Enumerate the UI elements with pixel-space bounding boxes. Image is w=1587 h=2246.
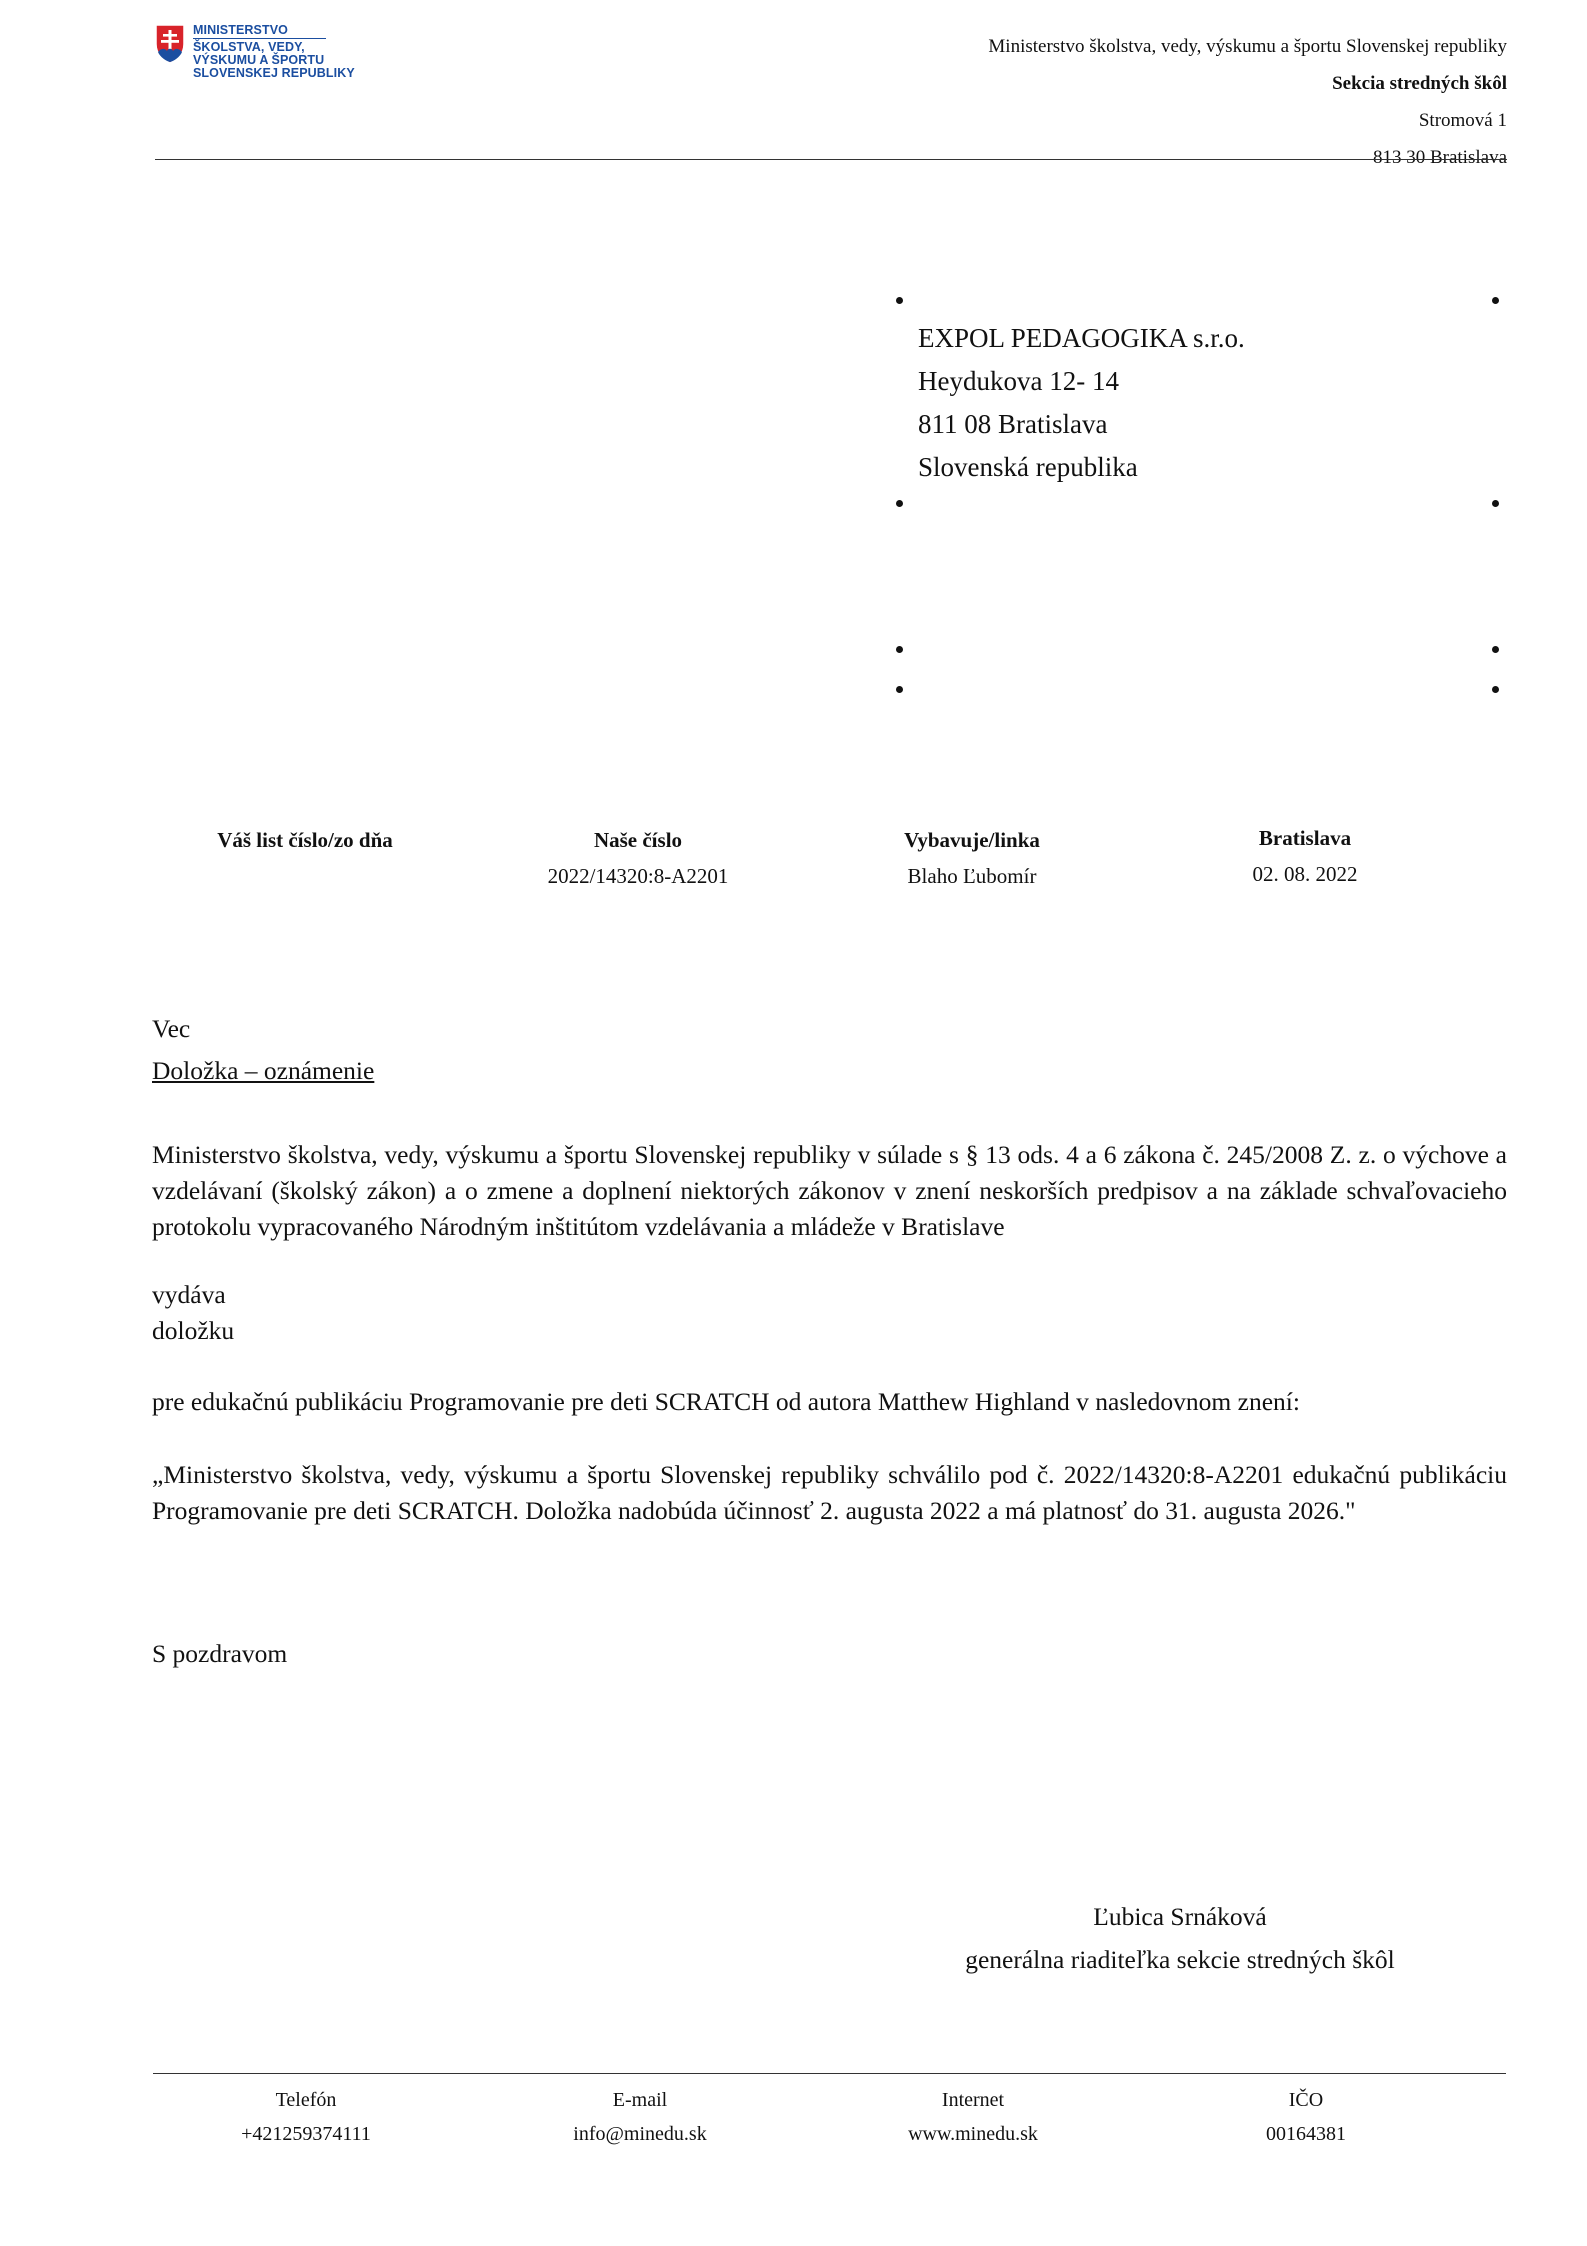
recipient-street: Heydukova 12- 14 xyxy=(918,366,1119,396)
logo-line-2: ŠKOLSTVA, VEDY, xyxy=(193,40,305,54)
vec-label: Vec xyxy=(152,1014,191,1043)
header-divider xyxy=(155,159,1507,160)
footer-ico-value: 00164381 xyxy=(1266,2123,1346,2145)
address-mark-tl xyxy=(896,297,903,304)
ref-our-number-label: Naše číslo xyxy=(593,828,683,852)
clause-word: doložku xyxy=(152,1316,235,1345)
address-mark-bl2 xyxy=(896,686,903,693)
ref-handler xyxy=(822,822,1122,894)
footer-web-value: www.minedu.sk xyxy=(908,2123,1038,2145)
footer-web-label: Internet xyxy=(941,2089,1005,2111)
address-mark-mr xyxy=(1492,500,1499,507)
intro-paragraph: Ministerstvo školstva, vedy, výskumu a športu Slovenskej republiky v súlade s § 13 ods. 4 a 6 zákona č. 245/2008 Z. z. o výchove a vzdelávaní (školský zákon) a o zmene a doplnení niektorých zákonov v znení neskorších predpisov a na základe schvaľovacieho protokolu vypracovaného Národným inštitútom vzdelávania a mládeže v Bratislave xyxy=(152,1140,1507,1241)
footer-ico xyxy=(1156,2083,1456,2151)
clause-quote: „Ministerstvo školstva, vedy, výskumu a športu Slovenskej republiky schválilo pod č. 2022/14320:8-A2201 edukačnú publikáciu Programovanie pre deti SCRATCH. Doložka nadobúda účinnosť 2. augusta 2022 a má platnosť do 31. augusta 2026." xyxy=(152,1460,1507,1525)
ref-our-number xyxy=(488,822,788,894)
publication-paragraph: pre edukačnú publikáciu Programovanie pre deti SCRATCH od autora Matthew Highland v nasledovnom znení: xyxy=(152,1387,1300,1416)
issues-word: vydáva xyxy=(152,1280,226,1309)
greeting: S pozdravom xyxy=(152,1639,288,1668)
subject-block xyxy=(152,1011,1507,1089)
ref-date xyxy=(1155,820,1455,892)
recipient-address xyxy=(918,317,1245,489)
slovak-coat-of-arms-icon xyxy=(155,24,185,64)
recipient-name: EXPOL PEDAGOGIKA s.r.o. xyxy=(918,323,1245,353)
footer-email-label: E-mail xyxy=(612,2089,668,2111)
issues-block xyxy=(152,1277,1507,1349)
footer-divider xyxy=(153,2073,1506,2074)
signatory-title: generálna riaditeľka sekcie stredných škôl xyxy=(965,1945,1395,1974)
logo-line-1: MINISTERSTVO xyxy=(193,24,326,39)
footer-email xyxy=(490,2083,790,2151)
address-mark-ml xyxy=(896,500,903,507)
logo-line-3: VÝSKUMU A ŠPORTU xyxy=(193,53,325,67)
address-mark-br1 xyxy=(1492,646,1499,653)
footer-ico-label: IČO xyxy=(1288,2089,1324,2111)
address-mark-tr xyxy=(1492,297,1499,304)
ref-handler-label: Vybavuje/linka xyxy=(904,828,1040,852)
ref-our-number-value: 2022/14320:8-A2201 xyxy=(547,864,729,888)
ref-your-letter-label: Váš list číslo/zo dňa xyxy=(217,828,393,852)
logo-line-4: SLOVENSKEJ REPUBLIKY xyxy=(193,66,355,80)
ref-place: Bratislava xyxy=(1258,826,1352,850)
recipient-city: 811 08 Bratislava xyxy=(918,409,1108,439)
footer-phone xyxy=(156,2083,456,2151)
signatory-name: Ľubica Srnáková xyxy=(1093,1902,1267,1931)
sender-org: Ministerstvo školstva, vedy, výskumu a športu Slovenskej republiky xyxy=(988,36,1507,57)
footer-web xyxy=(823,2083,1123,2151)
ref-handler-value: Blaho Ľubomír xyxy=(907,864,1037,888)
ref-your-letter xyxy=(155,822,455,858)
footer-phone-value: +421259374111 xyxy=(241,2123,371,2145)
sender-section: Sekcia stredných škôl xyxy=(1332,73,1507,94)
address-mark-bl1 xyxy=(896,646,903,653)
footer-email-value: info@minedu.sk xyxy=(573,2123,707,2145)
subject-line: Doložka – oznámenie xyxy=(152,1056,375,1085)
ref-date-value: 02. 08. 2022 xyxy=(1252,862,1358,886)
sender-city: 813 30 Bratislava xyxy=(1372,147,1507,168)
recipient-country: Slovenská republika xyxy=(918,452,1138,482)
signature-block xyxy=(900,1895,1460,1981)
sender-street: Stromová 1 xyxy=(1418,110,1507,131)
sender-header xyxy=(988,28,1507,176)
ministry-logo xyxy=(155,24,385,94)
footer-phone-label: Telefón xyxy=(275,2089,337,2111)
address-mark-br2 xyxy=(1492,686,1499,693)
